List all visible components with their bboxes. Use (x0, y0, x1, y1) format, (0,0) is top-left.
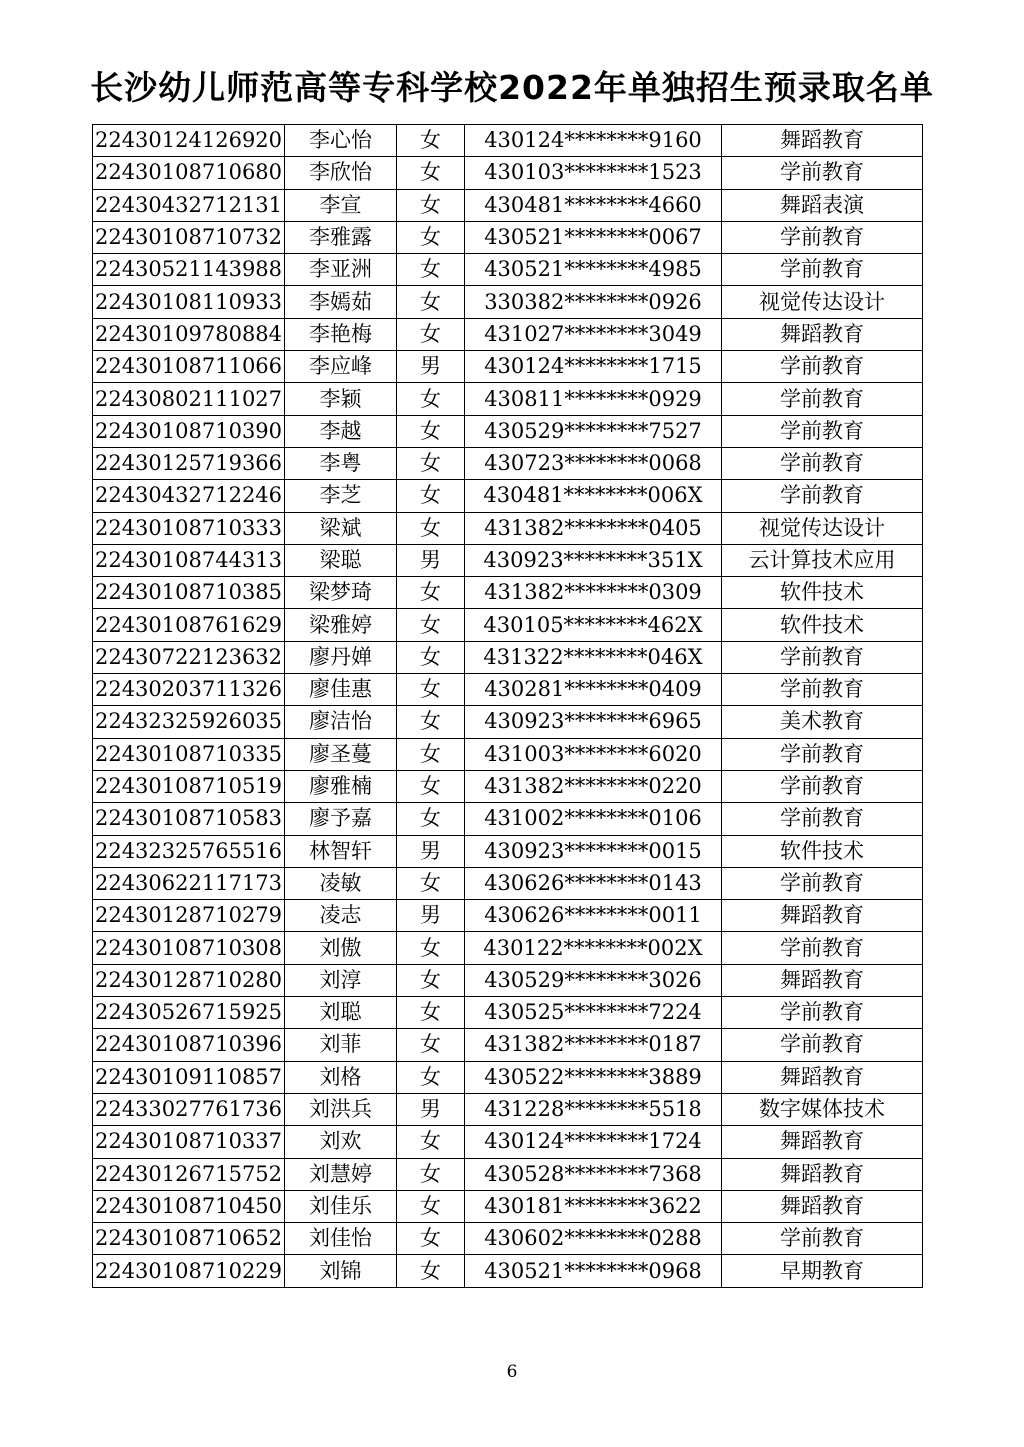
student-name-cell: 凌敏 (285, 867, 397, 899)
table-row (93, 770, 923, 802)
student-name-cell: 刘傲 (285, 932, 397, 964)
id-card-cell: 431382********0309 (465, 577, 722, 609)
gender-cell: 女 (397, 803, 465, 835)
gender-cell: 女 (397, 997, 465, 1029)
id-card-cell: 431002********0106 (465, 803, 722, 835)
table-row (93, 997, 923, 1029)
admission-table (92, 124, 923, 1288)
exam-number-cell: 22430109110857 (93, 1061, 285, 1093)
gender-cell: 女 (397, 447, 465, 479)
table-row (93, 447, 923, 479)
table-row (93, 609, 923, 641)
exam-number-cell: 22430108710583 (93, 803, 285, 835)
id-card-cell: 430521********0067 (465, 221, 722, 253)
id-card-cell: 431382********0220 (465, 770, 722, 802)
table-row (93, 738, 923, 770)
id-card-cell: 430181********3622 (465, 1190, 722, 1222)
student-name-cell: 廖佳惠 (285, 674, 397, 706)
id-card-cell: 430281********0409 (465, 674, 722, 706)
table-row (93, 706, 923, 738)
exam-number-cell: 22430109780884 (93, 318, 285, 350)
id-card-cell: 431382********0187 (465, 1029, 722, 1061)
table-row (93, 964, 923, 996)
gender-cell: 男 (397, 900, 465, 932)
major-cell: 舞蹈教育 (722, 1061, 923, 1093)
major-cell: 学前教育 (722, 415, 923, 447)
student-name-cell: 李应峰 (285, 351, 397, 383)
major-cell: 学前教育 (722, 383, 923, 415)
exam-number-cell: 22430722123632 (93, 641, 285, 673)
id-card-cell: 431382********0405 (465, 512, 722, 544)
major-cell: 学前教育 (722, 351, 923, 383)
id-card-cell: 430602********0288 (465, 1223, 722, 1255)
exam-number-cell: 22430108710333 (93, 512, 285, 544)
student-name-cell: 梁雅婷 (285, 609, 397, 641)
gender-cell: 女 (397, 286, 465, 318)
id-card-cell: 430626********0143 (465, 867, 722, 899)
id-card-cell: 430124********1724 (465, 1126, 722, 1158)
major-cell: 学前教育 (722, 254, 923, 286)
student-name-cell: 刘慧婷 (285, 1158, 397, 1190)
table-row (93, 512, 923, 544)
id-card-cell: 431322********046X (465, 641, 722, 673)
table-row (93, 1190, 923, 1222)
major-cell: 云计算技术应用 (722, 544, 923, 576)
table-row (93, 351, 923, 383)
gender-cell: 女 (397, 1158, 465, 1190)
major-cell: 视觉传达设计 (722, 286, 923, 318)
student-name-cell: 刘佳乐 (285, 1190, 397, 1222)
table-row (93, 900, 923, 932)
id-card-cell: 430124********9160 (465, 125, 722, 157)
id-card-cell: 431027********3049 (465, 318, 722, 350)
major-cell: 学前教育 (722, 1223, 923, 1255)
exam-number-cell: 22430802111027 (93, 383, 285, 415)
exam-number-cell: 22430108710390 (93, 415, 285, 447)
table-row (93, 221, 923, 253)
student-name-cell: 廖圣蔓 (285, 738, 397, 770)
gender-cell: 女 (397, 1255, 465, 1287)
major-cell: 学前教育 (722, 997, 923, 1029)
table-row (93, 932, 923, 964)
gender-cell: 男 (397, 544, 465, 576)
table-row (93, 189, 923, 221)
major-cell: 数字媒体技术 (722, 1093, 923, 1125)
id-card-cell: 430521********4985 (465, 254, 722, 286)
exam-number-cell: 22430108110933 (93, 286, 285, 318)
exam-number-cell: 22430126715752 (93, 1158, 285, 1190)
major-cell: 美术教育 (722, 706, 923, 738)
exam-number-cell: 22430125719366 (93, 447, 285, 479)
exam-number-cell: 22430108710337 (93, 1126, 285, 1158)
major-cell: 软件技术 (722, 609, 923, 641)
exam-number-cell: 22430108710450 (93, 1190, 285, 1222)
student-name-cell: 李亚洲 (285, 254, 397, 286)
student-name-cell: 刘格 (285, 1061, 397, 1093)
student-name-cell: 刘淳 (285, 964, 397, 996)
page-number: 6 (506, 1362, 518, 1382)
student-name-cell: 刘洪兵 (285, 1093, 397, 1125)
major-cell: 舞蹈表演 (722, 189, 923, 221)
major-cell: 舞蹈教育 (722, 318, 923, 350)
gender-cell: 男 (397, 1093, 465, 1125)
table-row (93, 577, 923, 609)
table-row (93, 254, 923, 286)
id-card-cell: 430105********462X (465, 609, 722, 641)
exam-number-cell: 22430108710385 (93, 577, 285, 609)
student-name-cell: 李粤 (285, 447, 397, 479)
admission-table-body (93, 125, 923, 1288)
gender-cell: 女 (397, 480, 465, 512)
exam-number-cell: 22430108710680 (93, 157, 285, 189)
table-row (93, 480, 923, 512)
exam-number-cell: 22430108761629 (93, 609, 285, 641)
id-card-cell: 430521********0968 (465, 1255, 722, 1287)
major-cell: 学前教育 (722, 221, 923, 253)
gender-cell: 女 (397, 1029, 465, 1061)
table-row (93, 125, 923, 157)
gender-cell: 女 (397, 577, 465, 609)
exam-number-cell: 22430108710335 (93, 738, 285, 770)
major-cell: 学前教育 (722, 641, 923, 673)
major-cell: 舞蹈教育 (722, 1126, 923, 1158)
gender-cell: 女 (397, 125, 465, 157)
gender-cell: 女 (397, 738, 465, 770)
major-cell: 视觉传达设计 (722, 512, 923, 544)
gender-cell: 女 (397, 512, 465, 544)
table-row (93, 318, 923, 350)
gender-cell: 女 (397, 221, 465, 253)
table-row (93, 1223, 923, 1255)
id-card-cell: 430525********7224 (465, 997, 722, 1029)
table-row (93, 803, 923, 835)
table-row (93, 1061, 923, 1093)
major-cell: 软件技术 (722, 835, 923, 867)
gender-cell: 女 (397, 706, 465, 738)
student-name-cell: 刘锦 (285, 1255, 397, 1287)
major-cell: 学前教育 (722, 1029, 923, 1061)
id-card-cell: 430923********0015 (465, 835, 722, 867)
student-name-cell: 廖予嘉 (285, 803, 397, 835)
student-name-cell: 廖洁怡 (285, 706, 397, 738)
id-card-cell: 430481********006X (465, 480, 722, 512)
gender-cell: 女 (397, 932, 465, 964)
student-name-cell: 刘聪 (285, 997, 397, 1029)
gender-cell: 女 (397, 383, 465, 415)
major-cell: 舞蹈教育 (722, 1158, 923, 1190)
id-card-cell: 430723********0068 (465, 447, 722, 479)
id-card-cell: 430626********0011 (465, 900, 722, 932)
student-name-cell: 李芝 (285, 480, 397, 512)
id-card-cell: 430103********1523 (465, 157, 722, 189)
exam-number-cell: 22430521143988 (93, 254, 285, 286)
student-name-cell: 李欣怡 (285, 157, 397, 189)
student-name-cell: 李嫣茹 (285, 286, 397, 318)
table-row (93, 1093, 923, 1125)
major-cell: 舞蹈教育 (722, 125, 923, 157)
exam-number-cell: 22432325926035 (93, 706, 285, 738)
exam-number-cell: 22433027761736 (93, 1093, 285, 1125)
gender-cell: 女 (397, 867, 465, 899)
student-name-cell: 刘菲 (285, 1029, 397, 1061)
exam-number-cell: 22430108710519 (93, 770, 285, 802)
major-cell: 学前教育 (722, 932, 923, 964)
major-cell: 学前教育 (722, 738, 923, 770)
exam-number-cell: 22430124126920 (93, 125, 285, 157)
exam-number-cell: 22430108710229 (93, 1255, 285, 1287)
major-cell: 学前教育 (722, 480, 923, 512)
exam-number-cell: 22430108744313 (93, 544, 285, 576)
table-row (93, 835, 923, 867)
student-name-cell: 廖丹婵 (285, 641, 397, 673)
student-name-cell: 李宣 (285, 189, 397, 221)
exam-number-cell: 22430108710732 (93, 221, 285, 253)
gender-cell: 男 (397, 835, 465, 867)
student-name-cell: 李颖 (285, 383, 397, 415)
major-cell: 舞蹈教育 (722, 964, 923, 996)
gender-cell: 女 (397, 674, 465, 706)
id-card-cell: 330382********0926 (465, 286, 722, 318)
exam-number-cell: 22430108710396 (93, 1029, 285, 1061)
gender-cell: 女 (397, 254, 465, 286)
id-card-cell: 430529********7527 (465, 415, 722, 447)
major-cell: 学前教育 (722, 770, 923, 802)
student-name-cell: 刘欢 (285, 1126, 397, 1158)
exam-number-cell: 22430526715925 (93, 997, 285, 1029)
gender-cell: 女 (397, 1223, 465, 1255)
table-row (93, 1255, 923, 1287)
student-name-cell: 李越 (285, 415, 397, 447)
exam-number-cell: 22430108711066 (93, 351, 285, 383)
gender-cell: 女 (397, 157, 465, 189)
major-cell: 舞蹈教育 (722, 900, 923, 932)
major-cell: 学前教育 (722, 447, 923, 479)
table-row (93, 1126, 923, 1158)
table-row (93, 641, 923, 673)
gender-cell: 女 (397, 641, 465, 673)
student-name-cell: 李心怡 (285, 125, 397, 157)
major-cell: 早期教育 (722, 1255, 923, 1287)
table-row (93, 286, 923, 318)
gender-cell: 女 (397, 415, 465, 447)
gender-cell: 女 (397, 770, 465, 802)
exam-number-cell: 22430432712246 (93, 480, 285, 512)
major-cell: 学前教育 (722, 674, 923, 706)
document-title: 长沙幼儿师范高等专科学校2022年单独招生预录取名单 (90, 68, 934, 107)
exam-number-cell: 22430128710279 (93, 900, 285, 932)
exam-number-cell: 22430128710280 (93, 964, 285, 996)
exam-number-cell: 22430108710308 (93, 932, 285, 964)
id-card-cell: 431228********5518 (465, 1093, 722, 1125)
major-cell: 学前教育 (722, 867, 923, 899)
major-cell: 软件技术 (722, 577, 923, 609)
gender-cell: 女 (397, 964, 465, 996)
exam-number-cell: 22432325765516 (93, 835, 285, 867)
exam-number-cell: 22430203711326 (93, 674, 285, 706)
id-card-cell: 430811********0929 (465, 383, 722, 415)
student-name-cell: 李雅露 (285, 221, 397, 253)
id-card-cell: 430124********1715 (465, 351, 722, 383)
major-cell: 舞蹈教育 (722, 1190, 923, 1222)
gender-cell: 女 (397, 318, 465, 350)
student-name-cell: 林智轩 (285, 835, 397, 867)
id-card-cell: 430528********7368 (465, 1158, 722, 1190)
student-name-cell: 廖雅楠 (285, 770, 397, 802)
id-card-cell: 430923********6965 (465, 706, 722, 738)
student-name-cell: 梁斌 (285, 512, 397, 544)
major-cell: 学前教育 (722, 803, 923, 835)
gender-cell: 男 (397, 351, 465, 383)
table-row (93, 1029, 923, 1061)
table-row (93, 544, 923, 576)
table-row (93, 415, 923, 447)
student-name-cell: 李艳梅 (285, 318, 397, 350)
exam-number-cell: 22430622117173 (93, 867, 285, 899)
table-row (93, 674, 923, 706)
student-name-cell: 凌志 (285, 900, 397, 932)
gender-cell: 女 (397, 1190, 465, 1222)
table-row (93, 157, 923, 189)
id-card-cell: 430481********4660 (465, 189, 722, 221)
id-card-cell: 430122********002X (465, 932, 722, 964)
major-cell: 学前教育 (722, 157, 923, 189)
student-name-cell: 刘佳怡 (285, 1223, 397, 1255)
student-name-cell: 梁梦琦 (285, 577, 397, 609)
table-row (93, 1158, 923, 1190)
student-name-cell: 梁聪 (285, 544, 397, 576)
id-card-cell: 430529********3026 (465, 964, 722, 996)
gender-cell: 女 (397, 1126, 465, 1158)
id-card-cell: 431003********6020 (465, 738, 722, 770)
table-row (93, 383, 923, 415)
exam-number-cell: 22430432712131 (93, 189, 285, 221)
exam-number-cell: 22430108710652 (93, 1223, 285, 1255)
gender-cell: 女 (397, 1061, 465, 1093)
id-card-cell: 430923********351X (465, 544, 722, 576)
gender-cell: 女 (397, 189, 465, 221)
gender-cell: 女 (397, 609, 465, 641)
table-row (93, 867, 923, 899)
id-card-cell: 430522********3889 (465, 1061, 722, 1093)
